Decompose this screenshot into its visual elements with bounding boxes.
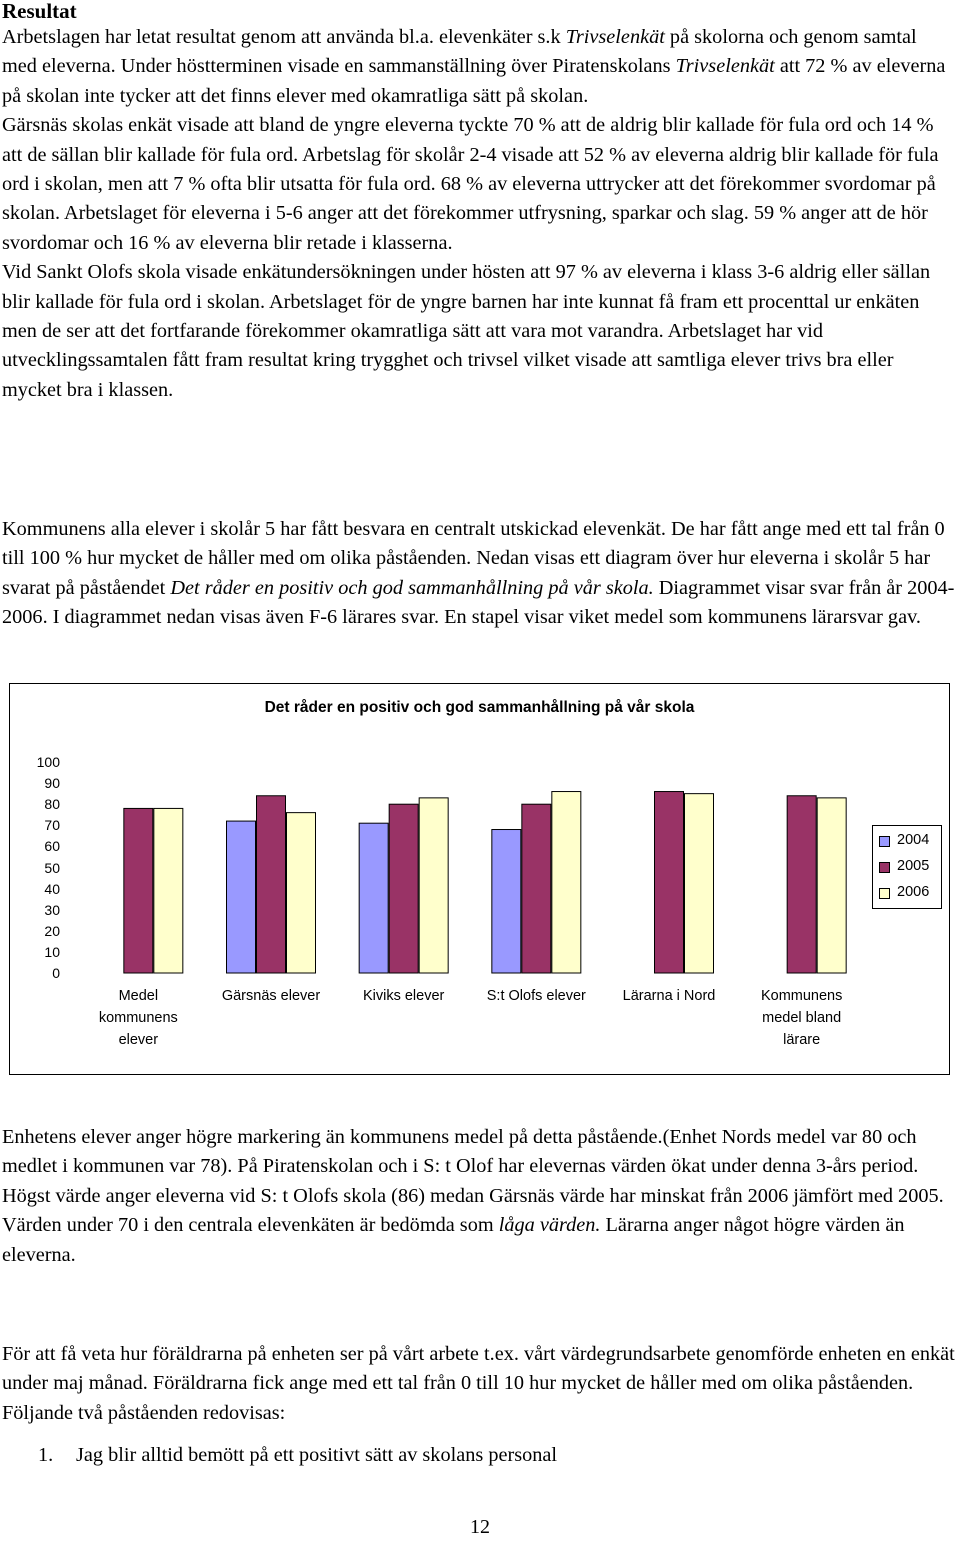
legend-label: 2006 bbox=[897, 884, 930, 900]
x-category-label-line: S:t Olofs elever bbox=[486, 988, 586, 1004]
legend-swatch bbox=[879, 888, 890, 899]
results-paragraph bbox=[2, 23, 956, 405]
y-tick-label: 80 bbox=[44, 796, 60, 813]
page-number: 12 bbox=[470, 1516, 490, 1538]
bar-2006 bbox=[154, 808, 183, 973]
y-tick-label: 90 bbox=[44, 775, 60, 792]
x-category-label-line: Lärarna i Nord bbox=[622, 988, 716, 1004]
emphasis: Det råder en positiv och god sammanhållning på vår skola. bbox=[170, 576, 654, 599]
text: Gärsnäs skolas enkät visade att bland de yngre eleverna tyckte 70 % att de aldrig blir kallade för fula ord och 14 % att de sällan blir kallade för fula ord. Arbetslag för skolår 2-4 visade att 52 % av eleverna aldrig blir kallade för fula ord i skolan, men att 7 % ofta blir utsatta för fula ord. 68 % av eleverna uttrycker att det förekommer svordomar på skolan. Arbetslaget för eleverna i 5-6 anger att det förekommer utfrysning, sparkar och slag. 59 % anger att de hör svordomar och 16 % av eleverna blir retade i klasserna. bbox=[2, 114, 939, 254]
emphasis: Trivselenkät bbox=[565, 26, 665, 48]
text: Diagrammet visar svar från år 2004-2006. I diagrammet nedan visas även F-6 lärares svar. En stapel visar viket medel som kommunens lärarsvar gav. bbox=[2, 576, 955, 629]
x-category-label-line: kommunens bbox=[98, 1010, 178, 1026]
x-category-label bbox=[73, 985, 203, 1051]
y-tick-label: 40 bbox=[44, 880, 60, 897]
text: på skolorna och genom samtal med eleverna. Under höstterminen visade en sammanställning över Piratenskolans bbox=[2, 26, 917, 78]
parents-survey-paragraph: För att få veta hur föräldrarna på enheten ser på vårt arbete t.ex. vårt värdegrundsarbete genomförde enheten en enkät under maj månad. Föräldrarna fick ange med ett tal från 0 till 10 hur mycket de håller med om olika påståenden. Följande två påståenden redovisas: bbox=[2, 1343, 955, 1424]
legend-label: 2004 bbox=[897, 832, 930, 848]
analysis-paragraph bbox=[2, 1123, 956, 1270]
chart-title: Det råder en positiv och god sammanhållning på vår skola bbox=[264, 699, 695, 716]
bar-2005 bbox=[522, 804, 551, 973]
x-category-label bbox=[206, 985, 336, 1007]
text: Lärarna anger något högre värden än eleverna. bbox=[2, 1214, 905, 1266]
y-tick-label: 20 bbox=[44, 922, 60, 939]
bar-2005 bbox=[655, 792, 684, 973]
bar-2005 bbox=[124, 808, 153, 973]
legend-swatch bbox=[879, 862, 890, 873]
list-item-text: Jag blir alltid bemött på ett positivt sätt av skolans personal bbox=[76, 1444, 558, 1466]
bar-2006 bbox=[685, 794, 714, 973]
bar-2006 bbox=[419, 798, 448, 973]
emphasis: Trivselenkät bbox=[675, 55, 775, 78]
legend-swatch bbox=[879, 836, 890, 847]
bar-2005 bbox=[257, 796, 286, 973]
list-item-number: 1. bbox=[38, 1444, 54, 1466]
bar-2006 bbox=[552, 792, 581, 973]
bar-2006 bbox=[817, 798, 846, 973]
legend-label: 2005 bbox=[897, 858, 930, 874]
x-category-label-line: lärare bbox=[783, 1032, 821, 1048]
list-item bbox=[38, 1441, 557, 1470]
bar-2004 bbox=[492, 830, 521, 973]
x-category-label bbox=[471, 985, 601, 1007]
y-tick-label: 30 bbox=[44, 901, 60, 918]
x-category-label-line: elever bbox=[118, 1032, 159, 1048]
text: Enhetens elever anger högre markering än kommunens medel på detta påstående.(Enhet Nords medel var 80 och medlet i kommunen var 78). På Piratenskolan och i S: t Olof har elevernas värden ökat under denna 3-års period. Högst värde anger eleverna vid S: t Olofs skola (86) medan Gärsnäs värde har minskat från 2006 jämfört med 2005. Värden under 70 i den centrala elevenkäten är bedömda som bbox=[2, 1126, 944, 1237]
text: Vid Sankt Olofs skola visade enkätundersökningen under hösten att 97 % av eleverna i klass 3-6 aldrig eller sällan blir kallade för fula ord i skolan. Arbetslaget för de yngre barnen har inte kunnat få fram ett procenttal ur enkäten men de ser att det fortfarande förekommer okamratliga sätt att vara mot varandra. Arbetslaget har vid utvecklingssamtalen fått fram resultat kring trygghet och trivsel vilket visade att samtliga elever trivs bra eller mycket bra i klassen. bbox=[2, 261, 931, 401]
emphasis: låga värden. bbox=[498, 1214, 601, 1237]
x-category-label-line: Kommunens bbox=[760, 988, 843, 1004]
y-tick-label: 100 bbox=[36, 754, 60, 770]
y-tick-label: 10 bbox=[44, 943, 60, 960]
x-category-label-line: Kiviks elever bbox=[362, 988, 445, 1004]
y-tick-label: 70 bbox=[44, 817, 60, 834]
chart-legend bbox=[872, 825, 942, 909]
statement-list bbox=[38, 1441, 557, 1470]
survey-paragraph bbox=[2, 515, 956, 633]
x-category-label-line: medel bland bbox=[762, 1010, 842, 1026]
x-category-label-line: Medel bbox=[118, 988, 159, 1004]
y-tick-label: 60 bbox=[44, 838, 60, 855]
text: Arbetslagen har letat resultat genom att använda bl.a. elevenkäter s.k bbox=[2, 26, 566, 48]
bar-2005 bbox=[787, 796, 816, 973]
section-heading: Resultat bbox=[2, 0, 77, 23]
bar-2005 bbox=[389, 804, 418, 973]
x-category-label bbox=[339, 985, 469, 1007]
bar-2006 bbox=[287, 813, 316, 973]
x-category-label bbox=[737, 985, 867, 1051]
bar-2004 bbox=[359, 823, 388, 973]
text: Kommunens alla elever i skolår 5 har fått besvara en centralt utskickad elevenkät. De har fått ange med ett tal från 0 till 100 % hur mycket de håller med om olika påståenden. Nedan visas ett diagram över hur eleverna i skolår 5 har svarat på påståendet bbox=[2, 518, 945, 599]
y-tick-label: 0 bbox=[52, 965, 60, 981]
x-category-label bbox=[604, 985, 734, 1007]
bar-2004 bbox=[227, 821, 256, 973]
text: att 72 % av eleverna på skolan inte tycker att det finns elever med okamratliga sätt på skolan. bbox=[2, 55, 946, 107]
x-category-label-line: Gärsnäs elever bbox=[221, 988, 321, 1004]
y-tick-label: 50 bbox=[44, 859, 60, 876]
bar-chart bbox=[9, 683, 950, 1075]
